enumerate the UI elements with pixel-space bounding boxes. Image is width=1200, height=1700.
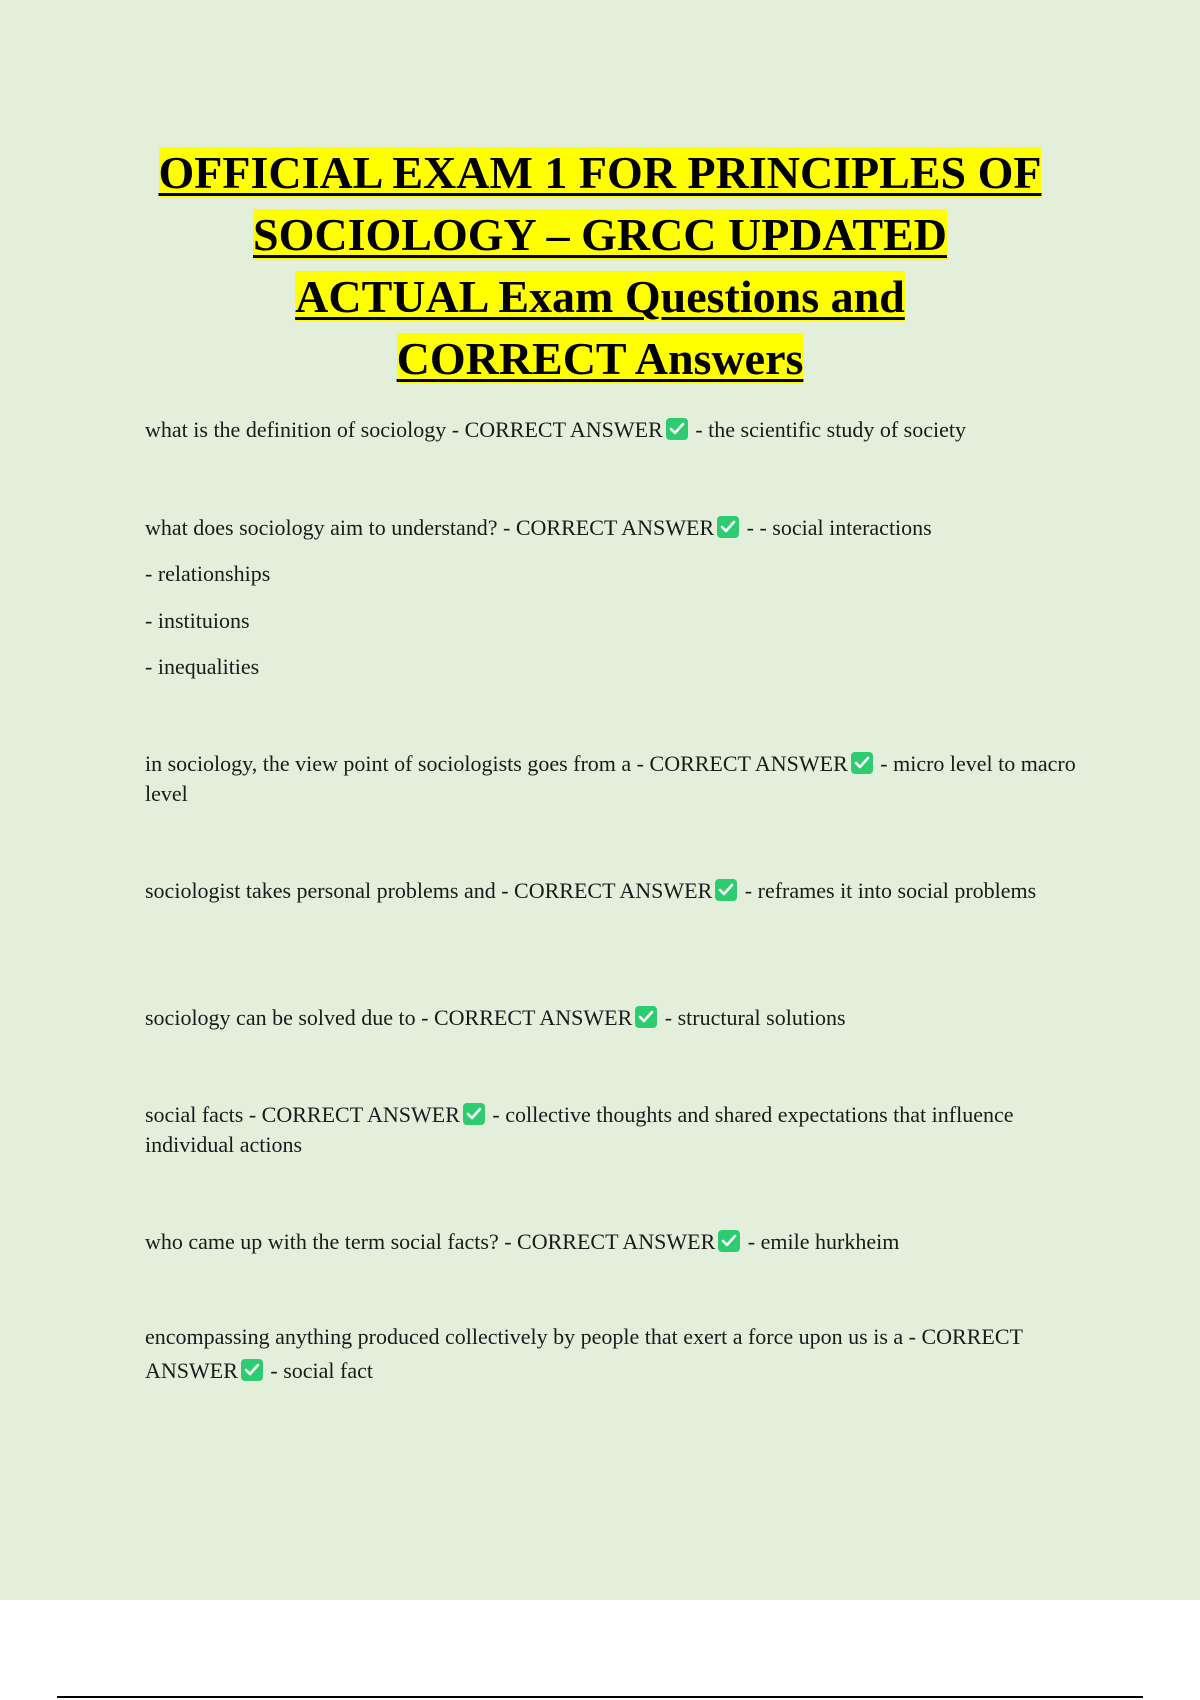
question-text: in sociology, the view point of sociologists goes from a -	[145, 751, 650, 776]
answer-marker: CORRECT ANSWER	[649, 751, 848, 776]
checkmark-icon	[851, 752, 873, 774]
checkmark-icon	[463, 1103, 485, 1125]
qa-item	[145, 513, 1085, 543]
answer-text: - emile hurkheim	[742, 1229, 900, 1254]
question-text: what is the definition of sociology -	[145, 417, 465, 442]
answer-text: - - social interactions	[741, 515, 932, 540]
answer-marker: CORRECT ANSWER	[145, 1324, 1023, 1383]
title-line-3: ACTUAL Exam Questions and	[295, 271, 905, 322]
qa-item	[145, 1227, 1085, 1257]
qa-item	[145, 1320, 1085, 1388]
answer-text: - micro level to macro level	[145, 751, 1076, 806]
question-text: encompassing anything produced collectively by people that exert a force upon us is a -	[145, 1324, 922, 1349]
question-text: what does sociology aim to understand? -	[145, 515, 516, 540]
list-item: - relationships	[145, 561, 271, 586]
answer-marker: CORRECT ANSWER	[515, 515, 715, 540]
answer-text: - the scientific study of society	[689, 417, 966, 442]
answer-text: - collective thoughts and shared expectations that influence individual actions	[145, 1102, 1014, 1157]
answer-marker: CORRECT ANSWER	[261, 1102, 460, 1127]
question-text: sociologist takes personal problems and -	[145, 878, 515, 903]
list-item: - inequalities	[145, 654, 260, 679]
footer-divider	[57, 1696, 1143, 1698]
answer-marker: CORRECT ANSWER	[514, 878, 713, 903]
title-line-2: SOCIOLOGY – GRCC UPDATED	[253, 209, 947, 260]
answer-text: - social fact	[264, 1358, 373, 1383]
checkmark-icon	[666, 418, 688, 440]
checkmark-icon	[717, 516, 739, 538]
qa-item	[145, 876, 1085, 906]
checkmark-icon	[635, 1006, 657, 1028]
answer-marker: CORRECT ANSWER	[517, 1229, 716, 1254]
answer-text: - reframes it into social problems	[739, 878, 1037, 903]
answer-text: - structural solutions	[659, 1005, 846, 1030]
title-line-1: OFFICIAL EXAM 1 FOR PRINCIPLES OF	[158, 147, 1042, 198]
qa-item	[145, 749, 1085, 809]
question-text: who came up with the term social facts? -	[145, 1229, 518, 1254]
list-item: - instituions	[145, 608, 250, 633]
checkmark-icon	[715, 879, 737, 901]
answer-marker: CORRECT ANSWER	[434, 1005, 633, 1030]
question-text: social facts -	[145, 1102, 262, 1127]
checkmark-icon	[718, 1230, 740, 1252]
document-title	[100, 142, 1100, 390]
question-text: sociology can be solved due to -	[145, 1005, 434, 1030]
answer-marker: CORRECT ANSWER	[464, 417, 663, 442]
qa-item	[145, 415, 1085, 445]
qa-item	[145, 1100, 1085, 1160]
qa-item	[145, 1003, 1085, 1033]
checkmark-icon	[241, 1359, 263, 1381]
title-line-4: CORRECT Answers	[396, 333, 804, 384]
